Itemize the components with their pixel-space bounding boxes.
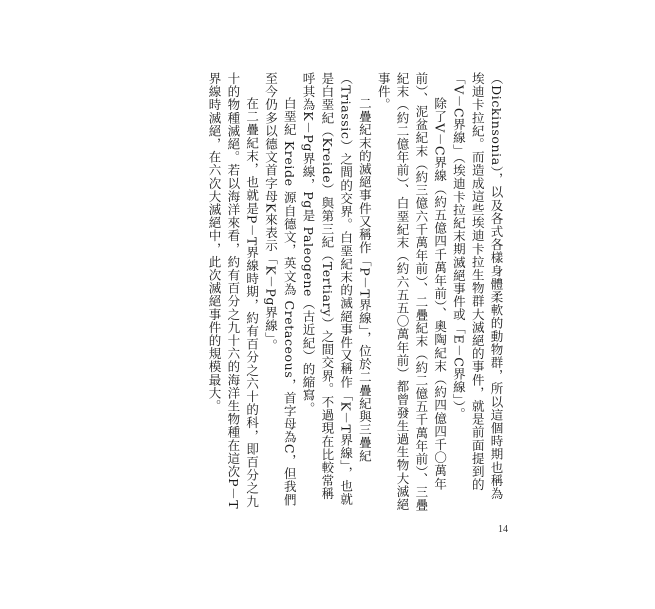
paragraph-3: 二疊紀末的滅絕事件又稱作「P－T界線」，位於二疊紀與三疊紀（Triassic）之間的交界。白堊紀末的滅絕事件又稱作「K－T界線」，也就是白堊紀（Kreide）與第三紀（Tertiary）之間交界。不過現在比較常稱呼其為K－Pg界線，Pg是 Paleogene（古近紀）的縮寫。	[301, 72, 373, 506]
paragraph-2: 除了V－C界線（約五億四千萬年前）、奧陶紀末（約四億四千〇萬年前）、泥盆紀末（約三億六千萬年前）、二疊紀末（約二億五千萬年前）、三疊紀末（約二億年前）、白堊紀末（約六五五〇萬年前）都曾發生過生物大滅絕事件。	[376, 72, 448, 512]
paragraph-1: （Dickinsonia），以及各式各樣身體柔軟的動物群，所以這個時期也稱為埃迪卡拉紀。而造成這些埃迪卡拉生物群大滅絕的事件，就是前面提到的「V－C界線」（埃迪卡拉紀末期滅絕事件或「E－C界線」）。	[451, 72, 504, 501]
paragraph-5: 在二疊紀末，也就是P－T界線時期，約有百分之六十的科，即百分之九十的物種滅絕。若以海洋來看，約有百分之九十六的海洋生物種在這次P－T界線時滅絕，在六次大滅絕中，此次滅絕事件的規模最大。	[207, 72, 260, 510]
vertical-text-block	[155, 72, 505, 512]
page-number: 14	[498, 524, 508, 535]
paragraph-4: 白堊紀 Kreide 源自德文，英文為 Cretaceous，首字母為C，但我們至今仍多以德文首字母K來表示「K－Pg界線」。	[263, 72, 298, 507]
